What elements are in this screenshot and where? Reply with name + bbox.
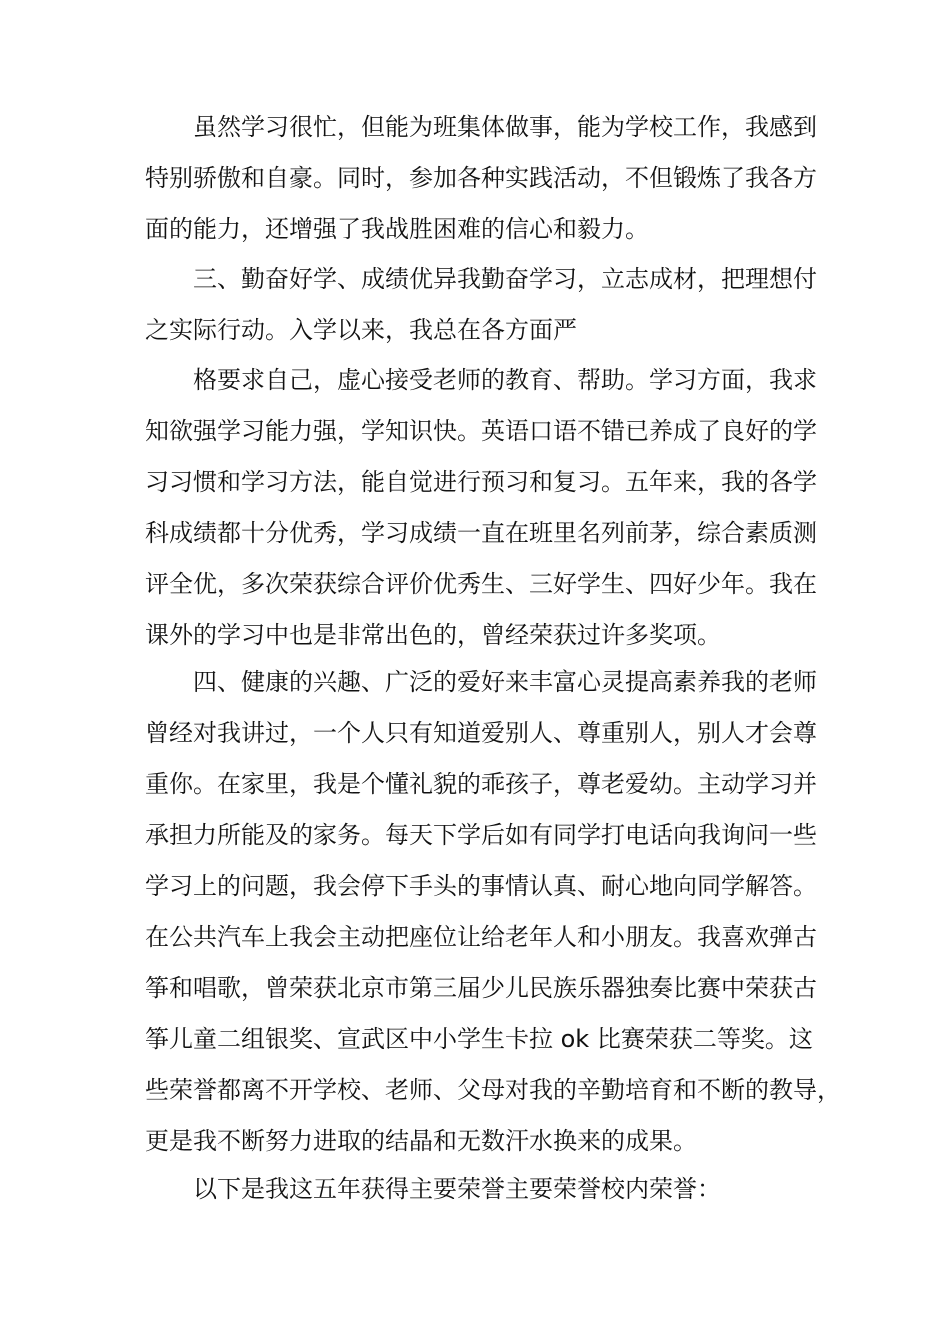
text-line: 些荣誉都离不开学校、老师、父母对我的辛勤培育和不断的教导， bbox=[145, 1076, 841, 1104]
text-line: 科成绩都十分优秀，学习成绩一直在班里名列前茅，综合素质测 bbox=[145, 519, 817, 547]
paragraph-2 bbox=[145, 254, 817, 356]
paragraph-4 bbox=[145, 657, 841, 1167]
text-line: 格要求自己，虚心接受老师的教育、帮助。学习方面，我求 bbox=[193, 366, 817, 394]
text-line: 在公共汽车上我会主动把座位让给老年人和小朋友。我喜欢弹古 bbox=[145, 923, 817, 951]
text-line: 更是我不断努力进取的结晶和无数汗水换来的成果。 bbox=[145, 1127, 697, 1155]
paragraph-3 bbox=[145, 355, 817, 661]
text-line: 曾经对我讲过，一个人只有知道爱别人、尊重别人，别人才会尊 bbox=[145, 719, 817, 747]
text-line: 三、勤奋好学、成绩优异我勤奋学习，立志成材，把理想付 bbox=[193, 265, 817, 293]
text-line: 学习上的问题，我会停下手头的事情认真、耐心地向同学解答。 bbox=[145, 872, 817, 900]
text-line: 知欲强学习能力强，学知识快。英语口语不错已养成了良好的学 bbox=[145, 417, 817, 445]
text-line: 之实际行动。入学以来，我总在各方面严 bbox=[145, 316, 577, 344]
text-line: 以下是我这五年获得主要荣誉主要荣誉校内荣誉： bbox=[193, 1175, 721, 1203]
text-line: 评全优，多次荣获综合评价优秀生、三好学生、四好少年。我在 bbox=[145, 570, 817, 598]
text-line: 承担力所能及的家务。每天下学后如有同学打电话向我询问一些 bbox=[145, 821, 817, 849]
text-line: 虽然学习很忙，但能为班集体做事，能为学校工作，我感到 bbox=[193, 113, 817, 141]
text-line: 特别骄傲和自豪。同时，参加各种实践活动，不但锻炼了我各方 bbox=[145, 164, 817, 192]
text-line: 重你。在家里，我是个懂礼貌的乖孩子，尊老爱幼。主动学习并 bbox=[145, 770, 817, 798]
paragraph-1 bbox=[145, 102, 817, 255]
text-line: 面的能力，还增强了我战胜困难的信心和毅力。 bbox=[145, 215, 649, 243]
text-line: 习习惯和学习方法，能自觉进行预习和复习。五年来，我的各学 bbox=[145, 468, 817, 496]
text-line: 筝和唱歌，曾荣获北京市第三届少儿民族乐器独奏比赛中荣获古 bbox=[145, 974, 817, 1002]
text-line: 四、健康的兴趣、广泛的爱好来丰富心灵提高素养我的老师 bbox=[193, 668, 817, 696]
paragraph-5 bbox=[145, 1164, 810, 1215]
text-line: 课外的学习中也是非常出色的，曾经荣获过许多奖项。 bbox=[145, 621, 721, 649]
text-line: 筝儿童二组银奖、宣武区中小学生卡拉 ok 比赛荣获二等奖。这 bbox=[145, 1025, 813, 1053]
